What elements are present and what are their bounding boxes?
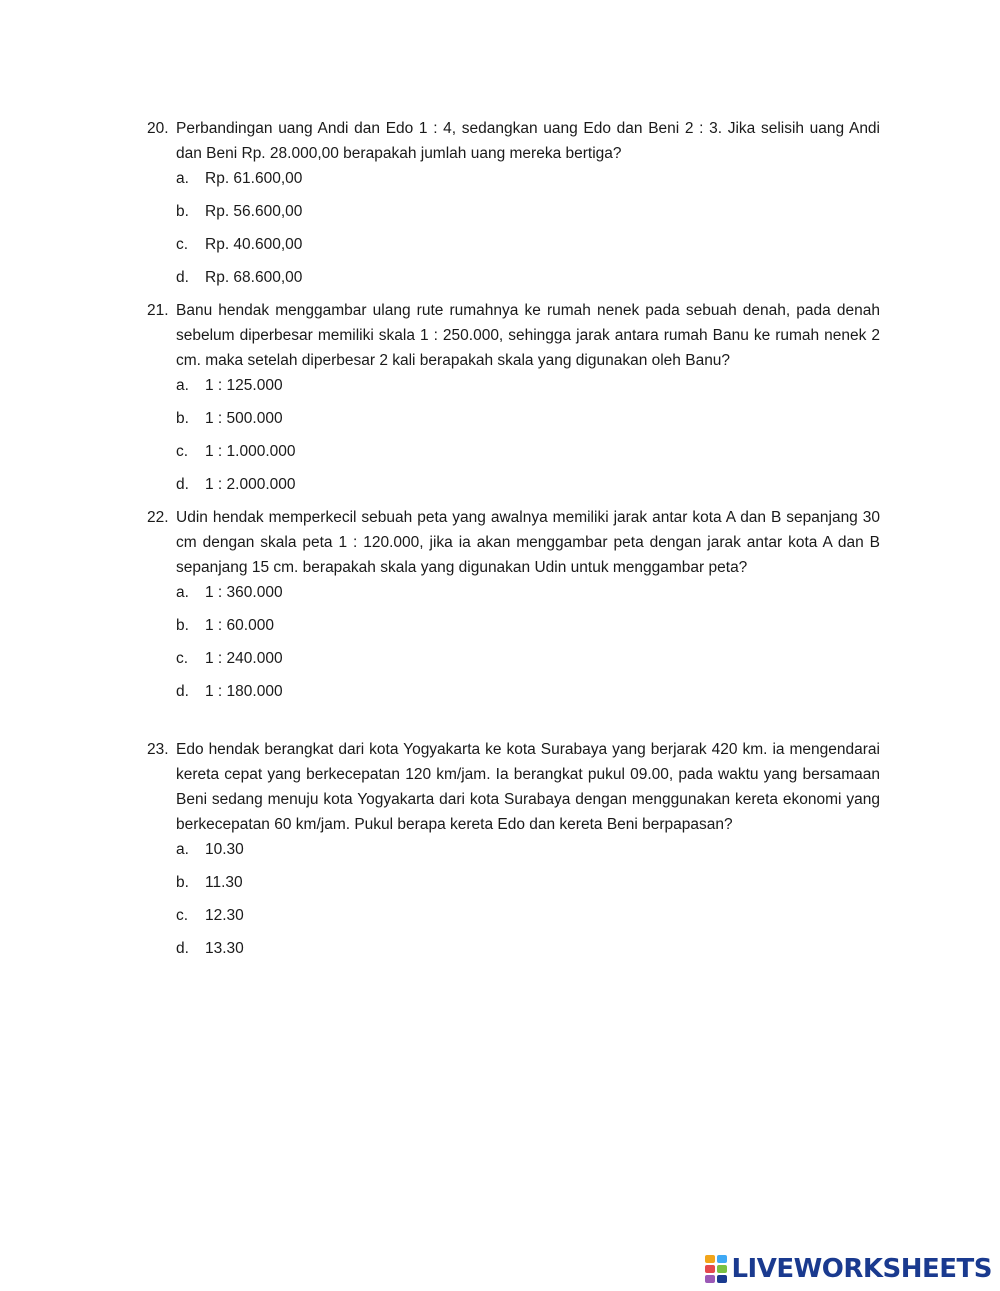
answer-option-b[interactable] bbox=[176, 613, 880, 638]
option-text: Rp. 56.600,00 bbox=[205, 203, 303, 220]
option-text: 1 : 240.000 bbox=[205, 650, 283, 667]
option-letter: a. bbox=[176, 170, 189, 187]
option-letter: b. bbox=[176, 203, 189, 220]
answer-option-c[interactable] bbox=[176, 646, 880, 671]
question-header bbox=[147, 505, 880, 580]
answer-option-b[interactable] bbox=[176, 870, 880, 895]
question-header bbox=[147, 737, 880, 837]
option-text: Rp. 61.600,00 bbox=[205, 170, 303, 187]
answer-option-d[interactable] bbox=[176, 265, 880, 290]
option-text: 1 : 180.000 bbox=[205, 683, 283, 700]
option-letter: a. bbox=[176, 841, 189, 858]
answer-options bbox=[147, 166, 880, 290]
logo-block bbox=[705, 1255, 715, 1263]
question-20 bbox=[147, 116, 880, 290]
logo-block bbox=[717, 1275, 727, 1283]
answer-option-a[interactable] bbox=[176, 837, 880, 862]
answer-option-a[interactable] bbox=[176, 166, 880, 191]
answer-option-c[interactable] bbox=[176, 439, 880, 464]
option-text: 1 : 60.000 bbox=[205, 617, 274, 634]
answer-option-d[interactable] bbox=[176, 936, 880, 961]
option-letter: c. bbox=[176, 907, 189, 924]
answer-option-d[interactable] bbox=[176, 472, 880, 497]
logo-block bbox=[705, 1265, 715, 1273]
option-letter: b. bbox=[176, 410, 189, 427]
option-text: 11.30 bbox=[205, 874, 243, 891]
question-number: 21. bbox=[147, 302, 169, 319]
option-text: Rp. 40.600,00 bbox=[205, 236, 303, 253]
option-text: 1 : 125.000 bbox=[205, 377, 283, 394]
option-text: 10.30 bbox=[205, 841, 244, 858]
question-22 bbox=[147, 505, 880, 704]
answer-options bbox=[147, 837, 880, 961]
option-letter: c. bbox=[176, 650, 189, 667]
liveworksheets-logo bbox=[705, 1253, 992, 1285]
answer-option-c[interactable] bbox=[176, 903, 880, 928]
answer-option-b[interactable] bbox=[176, 406, 880, 431]
answer-options bbox=[147, 373, 880, 497]
question-number: 20. bbox=[147, 120, 169, 137]
question-text: Udin hendak memperkecil sebuah peta yang awalnya memiliki jarak antar kota A dan B sepanjang 30 cm dengan skala peta 1 : 120.000, jika ia akan menggambar peta dengan jarak antar kota A dan B sepanjang 15 cm. berapakah skala yang digunakan Udin untuk menggambar peta? bbox=[176, 509, 880, 576]
liveworksheets-logo-icon bbox=[705, 1255, 727, 1283]
answer-option-a[interactable] bbox=[176, 373, 880, 398]
option-text: 1 : 2.000.000 bbox=[205, 476, 296, 493]
option-text: 13.30 bbox=[205, 940, 244, 957]
option-letter: d. bbox=[176, 683, 189, 700]
option-text: 1 : 1.000.000 bbox=[205, 443, 296, 460]
option-text: 1 : 360.000 bbox=[205, 584, 283, 601]
logo-block bbox=[705, 1275, 715, 1283]
answer-option-b[interactable] bbox=[176, 199, 880, 224]
option-letter: b. bbox=[176, 874, 189, 891]
answer-options bbox=[147, 580, 880, 704]
option-letter: d. bbox=[176, 940, 189, 957]
answer-option-c[interactable] bbox=[176, 232, 880, 257]
logo-block bbox=[717, 1265, 727, 1273]
logo-block bbox=[717, 1255, 727, 1263]
brand-name: LIVEWORKSHEETS bbox=[731, 1254, 992, 1284]
answer-option-d[interactable] bbox=[176, 679, 880, 704]
question-header bbox=[147, 298, 880, 373]
question-header bbox=[147, 116, 880, 166]
option-text: Rp. 68.600,00 bbox=[205, 269, 303, 286]
option-letter: a. bbox=[176, 377, 189, 394]
question-text: Banu hendak menggambar ulang rute rumahnya ke rumah nenek pada sebuah denah, pada denah sebelum diperbesar memiliki skala 1 : 250.000, sehingga jarak antara rumah Banu ke rumah nenek 2 cm. maka setelah diperbesar 2 kali berapakah skala yang digunakan oleh Banu? bbox=[176, 302, 880, 369]
option-text: 1 : 500.000 bbox=[205, 410, 283, 427]
question-text: Perbandingan uang Andi dan Edo 1 : 4, sedangkan uang Edo dan Beni 2 : 3. Jika selisih uang Andi dan Beni Rp. 28.000,00 berapakah jumlah uang mereka bertiga? bbox=[176, 120, 880, 162]
option-letter: d. bbox=[176, 269, 189, 286]
question-number: 23. bbox=[147, 741, 169, 758]
question-text: Edo hendak berangkat dari kota Yogyakarta ke kota Surabaya yang berjarak 420 km. ia mengendarai kereta cepat yang berkecepatan 120 km/jam. Ia berangkat pukul 09.00, pada waktu yang bersamaan Beni sedang menuju kota Yogyakarta dari kota Surabaya dengan menggunakan kereta ekonomi yang berkecepatan 60 km/jam. Pukul berapa kereta Edo dan kereta Beni berpapasan? bbox=[176, 741, 880, 833]
option-letter: c. bbox=[176, 236, 189, 253]
question-21 bbox=[147, 298, 880, 497]
option-letter: c. bbox=[176, 443, 189, 460]
option-letter: a. bbox=[176, 584, 189, 601]
question-number: 22. bbox=[147, 509, 169, 526]
option-letter: b. bbox=[176, 617, 189, 634]
option-text: 12.30 bbox=[205, 907, 244, 924]
answer-option-a[interactable] bbox=[176, 580, 880, 605]
question-23 bbox=[147, 737, 880, 961]
option-letter: d. bbox=[176, 476, 189, 493]
